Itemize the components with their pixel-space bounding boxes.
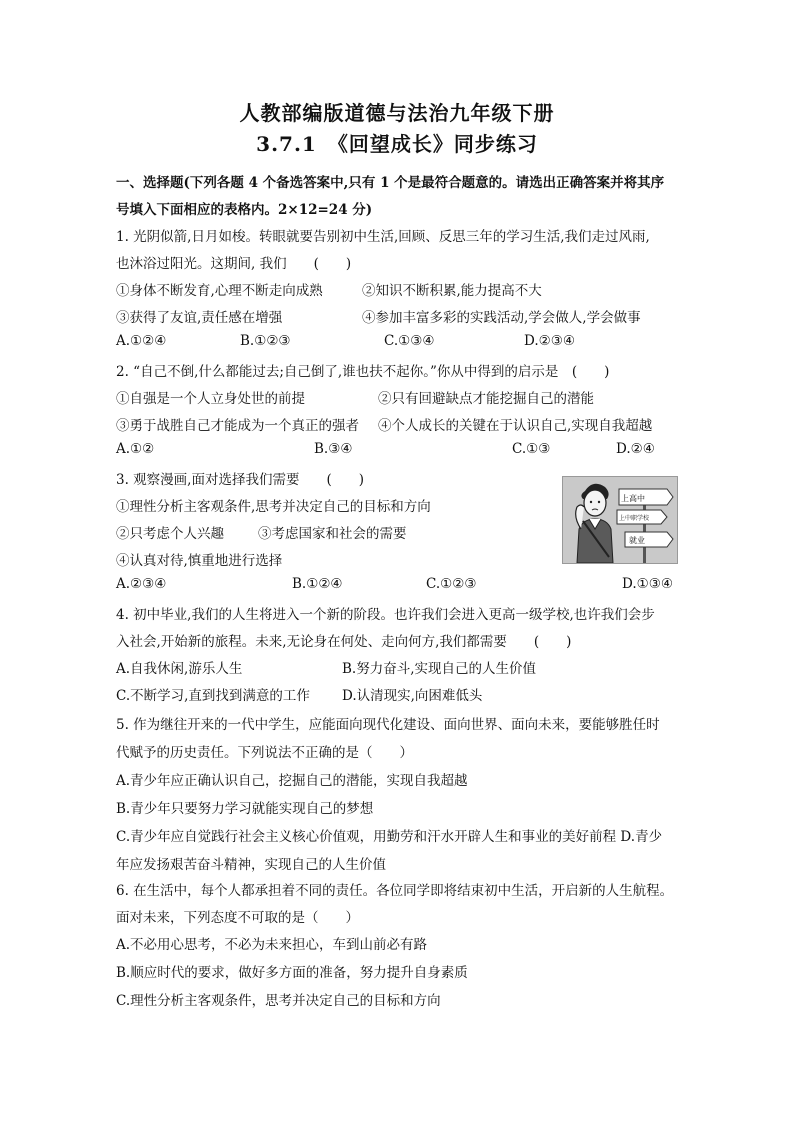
q5-option-a: A.青少年应正确认识自己，挖掘自己的潜能，实现自我超越 bbox=[116, 773, 468, 789]
cartoon-figure bbox=[563, 477, 677, 563]
q3-item-4: ④认真对待,慎重地进行选择 bbox=[116, 553, 283, 569]
q4-stem-line1: 4. 初中毕业,我们的人生将进入一个新的阶段。也许我们会进入更高一级学校,也许我们会步 bbox=[116, 607, 655, 623]
q4-option-b: B.努力奋斗,实现自己的人生价值 bbox=[342, 661, 537, 677]
q4-option-c: C.不断学习,直到找到满意的工作 bbox=[116, 688, 310, 704]
q1-option-a: A.①②④ bbox=[116, 333, 167, 349]
q3-item-3: ③考虑国家和社会的需要 bbox=[258, 526, 407, 542]
q2-option-a: A.①② bbox=[116, 441, 155, 457]
q5-option-c-line1: C.青少年应自觉践行社会主义核心价值观，用勤劳和汗水开辟人生和事业的美好前程 D.青少 bbox=[116, 829, 663, 845]
q4-option-d: D.认清现实,向困难低头 bbox=[342, 688, 483, 704]
q5-option-c-line2: 年应发扬艰苦奋斗精神，实现自己的人生价值 bbox=[116, 857, 386, 873]
section-heading-line2: 号填入下面相应的表格内。2×12=24 分) bbox=[116, 202, 373, 218]
q1-stem-line1: 1. 光阴似箭,日月如梭。转眼就要告别初中生活,回顾、反思三年的学习生活,我们走过风雨, bbox=[116, 229, 650, 245]
q1-option-b: B.①②③ bbox=[240, 333, 291, 349]
q2-option-d: D.②④ bbox=[616, 441, 655, 457]
q6-option-b: B.顺应时代的要求，做好多方面的准备，努力提升自身素质 bbox=[116, 965, 468, 981]
q6-stem-line2: 面对未来，下列态度不可取的是（ ） bbox=[116, 910, 359, 926]
q3-option-d: D.①③④ bbox=[622, 576, 673, 592]
q3-option-a: A.②③④ bbox=[116, 576, 167, 592]
q6-option-a: A.不必用心思考，不必为未来担心，车到山前必有路 bbox=[116, 937, 428, 953]
q1-option-d: D.②③④ bbox=[524, 333, 575, 349]
q5-stem-line2: 代赋予的历史责任。下列说法不正确的是（ ） bbox=[116, 745, 413, 761]
q2-option-c: C.①③ bbox=[512, 441, 551, 457]
q3-option-b: B.①②④ bbox=[292, 576, 343, 592]
q4-option-a: A.自我休闲,游乐人生 bbox=[116, 661, 243, 677]
sign-text-1: 上高中 bbox=[621, 494, 645, 503]
sign-text-3: 就业 bbox=[629, 536, 645, 545]
q1-item-2: ②知识不断积累,能力提高不大 bbox=[362, 283, 542, 299]
q6-stem-line1: 6. 在生活中，每个人都承担着不同的责任。各位同学即将结束初中生活，开启新的人生航程。 bbox=[116, 883, 674, 899]
cartoon-image bbox=[562, 476, 678, 564]
q1-option-c: C.①③④ bbox=[384, 333, 435, 349]
q3-item-2: ②只考虑个人兴趣 bbox=[116, 526, 224, 542]
q1-stem-line2: 也沐浴过阳光。这期间, 我们 ( ) bbox=[116, 256, 352, 272]
q2-item-3: ③勇于战胜自己才能成为一个真正的强者 bbox=[116, 418, 359, 434]
q3-option-c: C.①②③ bbox=[426, 576, 477, 592]
sign-text-2: 上中职学校 bbox=[619, 515, 650, 522]
document-subtitle: 3.7.1 《回望成长》同步练习 bbox=[256, 132, 538, 156]
q2-option-b: B.③④ bbox=[314, 441, 353, 457]
q2-item-4: ④个人成长的关键在于认识自己,实现自我超越 bbox=[378, 418, 653, 434]
q3-stem: 3. 观察漫画,面对选择我们需要 ( ) bbox=[116, 472, 364, 488]
document-title: 人教部编版道德与法治九年级下册 bbox=[239, 101, 555, 125]
q1-item-3: ③获得了友谊,责任感在增强 bbox=[116, 310, 283, 326]
section-heading-line1: 一、选择题(下列各题 4 个备选答案中,只有 1 个是最符合题意的。请选出正确答案并将其序 bbox=[116, 175, 665, 191]
q1-item-1: ①身体不断发育,心理不断走向成熟 bbox=[116, 283, 323, 299]
q4-stem-line2: 入社会,开始新的旅程。未来,无论身在何处、走向何方,我们都需要 ( ) bbox=[116, 634, 572, 650]
q2-item-1: ①自强是一个人立身处世的前提 bbox=[116, 391, 305, 407]
q2-stem: 2. “自己不倒,什么都能过去;自己倒了,谁也扶不起你。”你从中得到的启示是 ( ) bbox=[116, 364, 610, 380]
q5-option-b: B.青少年只要努力学习就能实现自己的梦想 bbox=[116, 801, 374, 817]
q2-item-2: ②只有回避缺点才能挖掘自己的潜能 bbox=[378, 391, 594, 407]
q3-item-1: ①理性分析主客观条件,思考并决定自己的目标和方向 bbox=[116, 499, 431, 515]
q5-stem-line1: 5. 作为继往开来的一代中学生，应能面向现代化建设、面向世界、面向未来，要能够胜任时 bbox=[116, 717, 660, 733]
q6-option-c: C.理性分析主客观条件，思考并决定自己的目标和方向 bbox=[116, 993, 441, 1009]
q1-item-4: ④参加丰富多彩的实践活动,学会做人,学会做事 bbox=[362, 310, 641, 326]
